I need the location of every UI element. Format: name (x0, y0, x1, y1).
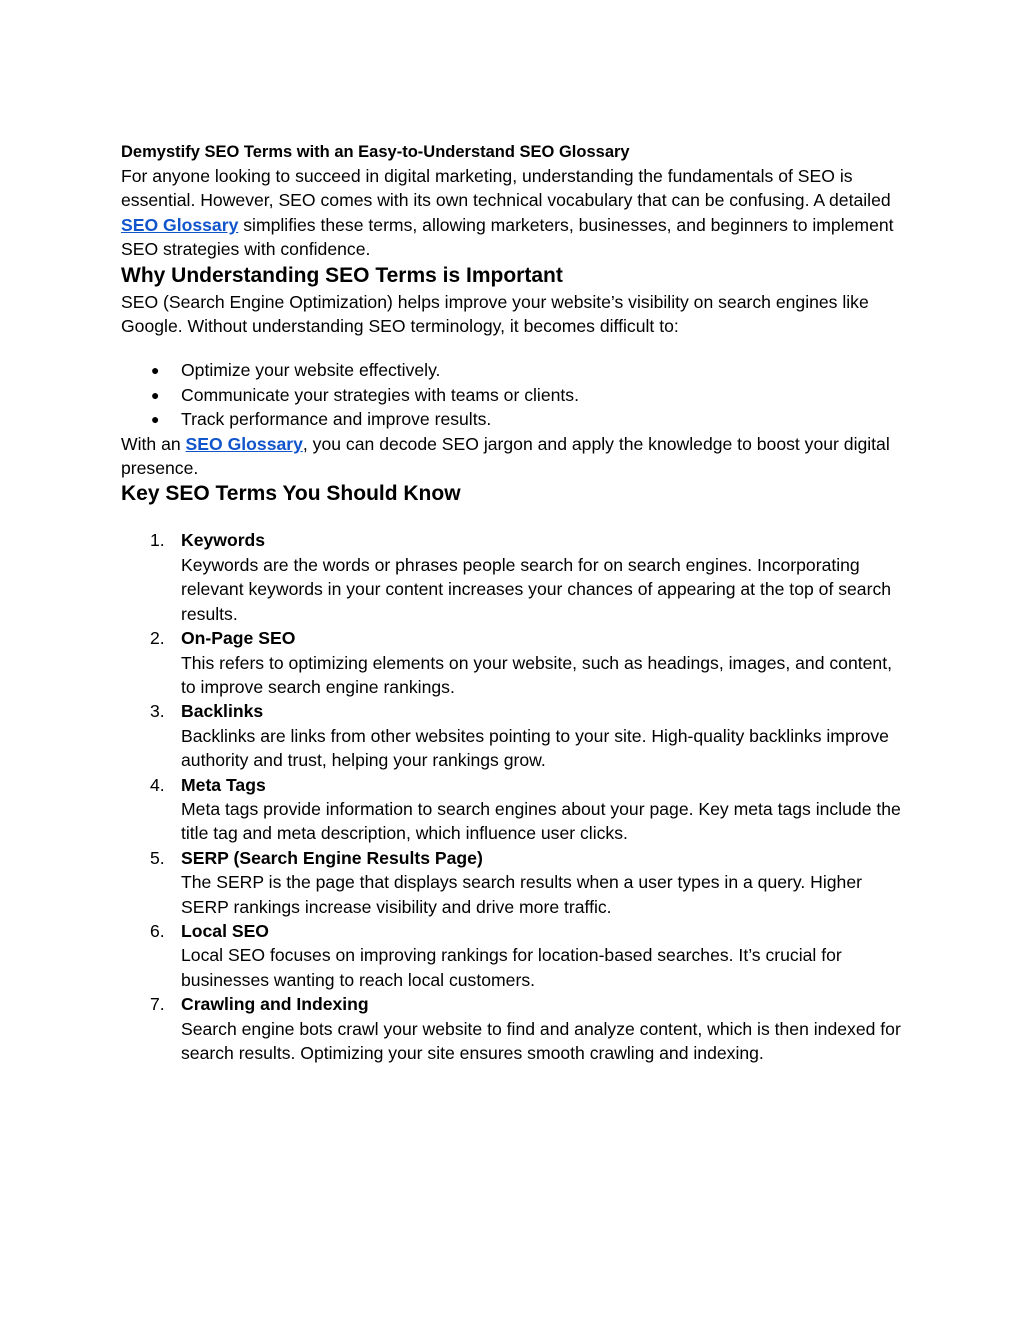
term-description: Backlinks are links from other websites pointing to your site. High-quality backlinks improve authority and trust, helping your rankings grow. (181, 725, 889, 771)
term-description: The SERP is the page that displays search results when a user types in a query. Higher SERP rankings increase visibility and drive more traffic. (181, 872, 862, 917)
seo-terms-list (121, 528, 911, 1065)
bullet-text: Track performance and improve results. (181, 409, 492, 430)
term-name: Backlinks (181, 701, 264, 722)
list-item (121, 407, 911, 431)
list-item (121, 919, 911, 992)
term-number: 7. (150, 994, 165, 1015)
document-title: Demystify SEO Terms with an Easy-to-Understand SEO Glossary (121, 143, 630, 161)
list-item (121, 992, 911, 1065)
term-description: This refers to optimizing elements on your website, such as headings, images, and content, to improve search engine rankings. (181, 652, 892, 697)
intro-text-before-link: For anyone looking to succeed in digital marketing, understanding the fundamentals of SEO is essential. However, SEO comes with its own technical vocabulary that can be confusing. A detailed (121, 166, 891, 211)
bullet-text: Optimize your website effectively. (181, 360, 441, 381)
bullet-icon: ● (151, 386, 160, 403)
intro-text-after-link: simplifies these terms, allowing marketers, businesses, and beginners to implement SEO strategies with confidence. (121, 214, 894, 260)
term-name: Meta Tags (181, 774, 266, 795)
document-page (121, 140, 911, 1065)
list-item (121, 846, 911, 919)
seo-definition-paragraph: SEO (Search Engine Optimization) helps improve your website’s visibility on search engines like Google. Without understanding SEO terminology, it becomes difficult to: (121, 291, 869, 337)
closing-text-before-link: With an (121, 433, 186, 454)
term-name: Keywords (181, 530, 266, 551)
term-number: 3. (150, 701, 165, 722)
list-item (121, 383, 911, 407)
bullet-icon: ● (151, 362, 160, 379)
list-item (121, 699, 911, 772)
heading-why-understanding: Why Understanding SEO Terms is Important (121, 263, 563, 287)
term-name: Local SEO (181, 920, 269, 941)
list-item (121, 528, 911, 626)
term-description: Keywords are the words or phrases people search for on search engines. Incorporating relevant keywords in your content increases your chances of appearing at the top of search results. (181, 554, 892, 624)
bullet-text: Communicate your strategies with teams or clients. (181, 384, 579, 405)
list-item (121, 626, 911, 699)
term-number: 5. (150, 847, 165, 868)
term-name: Crawling and Indexing (181, 994, 369, 1015)
term-name: SERP (Search Engine Results Page) (181, 847, 483, 868)
heading-key-seo-terms: Key SEO Terms You Should Know (121, 482, 461, 506)
seo-glossary-link[interactable]: SEO Glossary (121, 214, 239, 235)
term-number: 6. (150, 920, 165, 941)
bullet-icon: ● (151, 411, 160, 428)
term-description: Local SEO focuses on improving rankings for location-based searches. It’s crucial for businesses wanting to reach local customers. (181, 945, 842, 990)
term-description: Search engine bots crawl your website to find and analyze content, which is then indexed for search results. Optimizing your site ensures smooth crawling and indexing. (181, 1018, 901, 1063)
glossary-closing-paragraph (121, 432, 911, 481)
term-number: 2. (150, 628, 165, 649)
term-name: On-Page SEO (181, 628, 296, 649)
term-number: 4. (150, 774, 165, 795)
term-number: 1. (150, 530, 165, 551)
closing-text-after-link: , you can decode SEO jargon and apply the knowledge to boost your digital presence. (121, 433, 890, 479)
seo-glossary-link[interactable]: SEO Glossary (185, 433, 303, 454)
list-item (121, 773, 911, 846)
list-item (121, 358, 911, 382)
difficulty-bullet-list (121, 358, 911, 431)
term-description: Meta tags provide information to search engines about your page. Key meta tags include the title tag and meta description, which influence user clicks. (181, 798, 901, 844)
intro-paragraph (121, 164, 911, 262)
